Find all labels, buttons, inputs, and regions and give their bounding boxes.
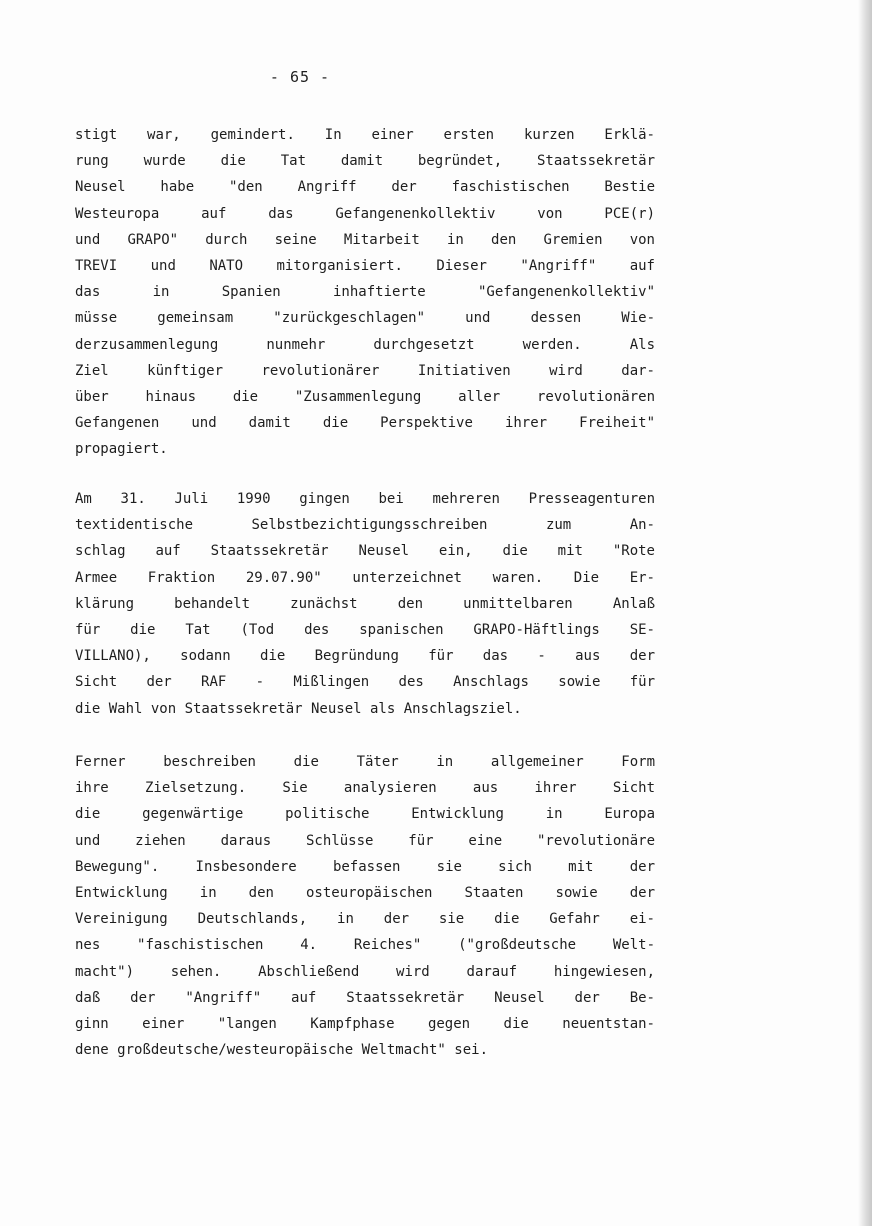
paragraph-2: [75, 486, 655, 722]
text-line: ginn einer "langen Kampfphase gegen die neuentstan-: [75, 1016, 655, 1033]
text-line: die gegenwärtige politische Entwicklung in Europa: [75, 806, 655, 823]
text-line: schlag auf Staatssekretär Neusel ein, die mit "Rote: [75, 543, 655, 560]
text-line: VILLANO), sodann die Begründung für das - aus der: [75, 648, 655, 665]
text-line: das in Spanien inhaftierte "Gefangenenkollektiv": [75, 284, 655, 301]
text-line: Bewegung". Insbesondere befassen sie sich mit der: [75, 858, 655, 875]
text-line: rung wurde die Tat damit begründet, Staatssekretär: [75, 153, 655, 170]
text-line: dene großdeutsche/westeuropäische Weltmacht" sei.: [75, 1042, 489, 1059]
text-line: ihre Zielsetzung. Sie analysieren aus ihrer Sicht: [75, 780, 655, 797]
text-line: Ziel künftiger revolutionärer Initiativen wird dar-: [75, 362, 655, 379]
text-line: Sicht der RAF - Mißlingen des Anschlags sowie für: [75, 674, 655, 691]
page-number: - 65 -: [269, 68, 331, 86]
text-line: Westeuropa auf das Gefangenenkollektiv von PCE(r): [75, 205, 655, 222]
text-line: klärung behandelt zunächst den unmittelbaren Anlaß: [75, 595, 655, 612]
text-line: TREVI und NATO mitorganisiert. Dieser "Angriff" auf: [75, 258, 655, 275]
text-line: und GRAPO" durch seine Mitarbeit in den Gremien von: [75, 231, 655, 248]
text-line: für die Tat (Tod des spanischen GRAPO-Häftlings SE-: [75, 622, 655, 639]
text-line: daß der "Angriff" auf Staatssekretär Neusel der Be-: [75, 989, 655, 1006]
text-line: derzusammenlegung nunmehr durchgesetzt werden. Als: [75, 336, 655, 353]
text-line: über hinaus die "Zusammenlegung aller revolutionären: [75, 389, 655, 406]
paragraph-1: [75, 122, 655, 463]
text-line: die Wahl von Staatssekretär Neusel als Anschlagsziel.: [75, 700, 522, 717]
text-line: Am 31. Juli 1990 gingen bei mehreren Presseagenturen: [75, 491, 655, 507]
text-line: nes "faschistischen 4. Reiches" ("großdeutsche Welt-: [75, 937, 655, 954]
text-line: propagiert.: [75, 441, 168, 458]
text-line: müsse gemeinsam "zurückgeschlagen" und dessen Wie-: [75, 310, 655, 327]
text-line: Neusel habe "den Angriff der faschistischen Bestie: [75, 179, 655, 196]
text-line: Entwicklung in den osteuropäischen Staaten sowie der: [75, 885, 655, 902]
text-line: Gefangenen und damit die Perspektive ihrer Freiheit": [75, 415, 655, 432]
text-line: textidentische Selbstbezichtigungsschreiben zum An-: [75, 517, 655, 534]
text-line: Armee Fraktion 29.07.90" unterzeichnet waren. Die Er-: [75, 569, 655, 586]
page-edge-shadow: [858, 0, 872, 1226]
text-line: und ziehen daraus Schlüsse für eine "revolutionäre: [75, 832, 655, 849]
text-line: Vereinigung Deutschlands, in der sie die Gefahr ei-: [75, 911, 655, 928]
text-line: macht") sehen. Abschließend wird darauf hingewiesen,: [75, 963, 655, 980]
text-line: Ferner beschreiben die Täter in allgemeiner Form: [75, 754, 655, 770]
text-line: stigt war, gemindert. In einer ersten kurzen Erklä-: [75, 127, 655, 143]
paragraph-3: [75, 749, 655, 1063]
